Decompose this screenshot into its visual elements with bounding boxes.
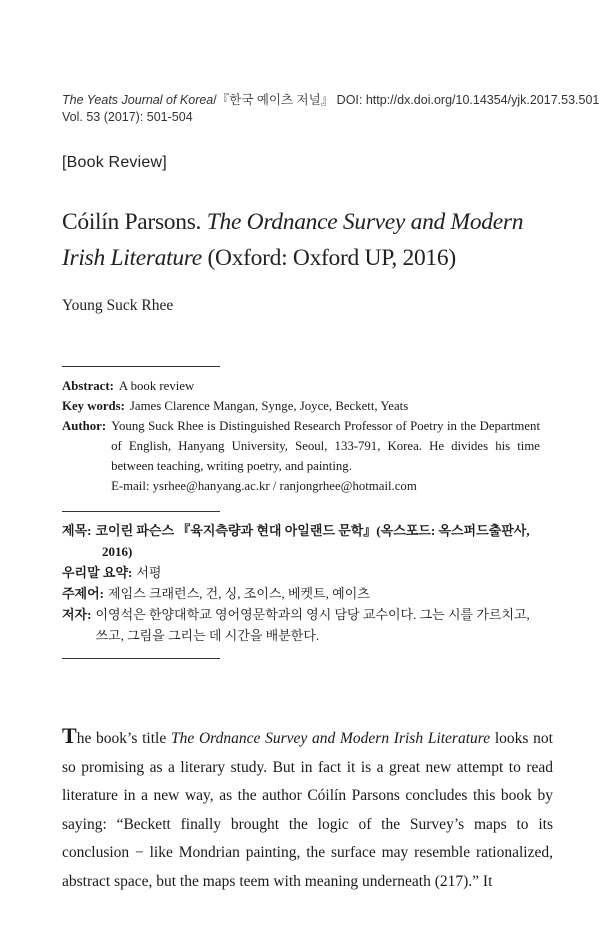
section-divider [62, 511, 220, 512]
author-bio-text: Young Suck Rhee is Distinguished Research Professor of Poetry in the Department of English, Hanyang University, Seoul, 133-791, Korea. He divides his time between teaching, writing poetry, and painting. [111, 419, 540, 473]
keywords-label: Key words: [62, 399, 125, 413]
abstract-label: Abstract: [62, 379, 114, 393]
korean-abstract-text: 서평 [136, 565, 162, 580]
korean-abstract-row [62, 562, 540, 583]
author-label: Author: [62, 419, 107, 433]
section-divider [62, 366, 220, 367]
drop-cap: T [62, 723, 77, 748]
journal-name: The Yeats Journal of Korea [62, 93, 214, 107]
korean-title-text: 코이린 파슨스 『육지측량과 현대 아일랜드 문학』(옥스포드: 옥스퍼드출판사, [95, 523, 530, 538]
reviewed-book-author: Cóilín Parsons. [62, 209, 202, 235]
korean-keywords-label: 주제어: [62, 586, 105, 601]
author-email: E-mail: ysrhee@hanyang.ac.kr / ranjongrhee@hotmail.com [111, 479, 417, 493]
korean-author-label: 저자: [62, 607, 92, 622]
korean-title-row [62, 520, 540, 541]
paragraph: The book’s title The Ordnance Survey and Modern Irish Literature looks not so promising as a literary study. But in fact it is a great new attempt to read literature in a new way, as the author Cóilín Parsons concludes this book by saying: “Beckett finally brought the logic of the Survey’s maps to its conclusion − like Mondrian painting, the surface may resemble rationalized, abstract space, but the maps teem with meaning underneath (217).” It [62, 723, 553, 890]
journal-doi: /『한국 예이츠 저널』 DOI: http://dx.doi.org/10.14354/yjk.2017.53.501 [213, 93, 600, 107]
korean-title-label: 제목: [62, 523, 92, 538]
author-bio-row [62, 416, 540, 496]
keywords-text: James Clarence Mangan, Synge, Joyce, Beckett, Yeats [129, 399, 409, 413]
journal-citation-line [62, 92, 599, 109]
reviewed-book-publication: (Oxford: Oxford UP, 2016) [207, 245, 456, 271]
korean-title-text-cont: 2016) [102, 544, 133, 559]
body-text [62, 722, 553, 896]
korean-author-row [62, 604, 540, 646]
abstract-row [62, 376, 540, 396]
korean-keywords-text: 제임스 크래런스, 건, 싱, 조이스, 베켓트, 예이츠 [108, 586, 370, 601]
korean-abstract-label: 우리말 요약: [62, 565, 133, 580]
review-author: Young Suck Rhee [62, 297, 174, 314]
journal-header [62, 92, 599, 126]
reviewed-book-title: The Ordnance Survey and Modern Irish Literature [62, 209, 524, 271]
book-title-inline: The Ordnance Survey and Modern Irish Literature [170, 730, 491, 747]
korean-keywords-row [62, 583, 540, 604]
keywords-row [62, 396, 540, 416]
article-kind: [Book Review] [62, 154, 167, 171]
section-divider [62, 658, 220, 659]
volume-pages: Vol. 53 (2017): 501-504 [62, 110, 193, 124]
abstract-text: A book review [118, 379, 195, 393]
korean-metadata [62, 520, 540, 646]
article-title [62, 204, 562, 276]
korean-author-text: 이영석은 한양대학교 영어영문학과의 영시 담당 교수이다. 그는 시를 가르치고, 쓰고, 그림을 그리는 데 시간을 배분한다. [95, 607, 530, 643]
english-metadata [62, 376, 540, 496]
